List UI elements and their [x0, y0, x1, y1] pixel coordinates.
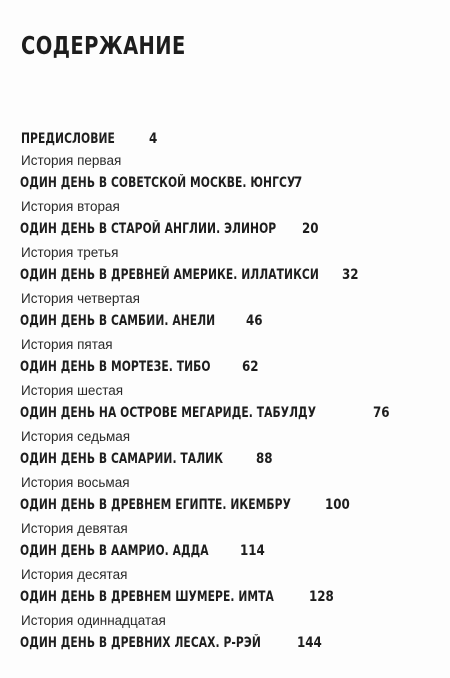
toc-entry-heading: ОДИН ДЕНЬ В СТАРОЙ АНГЛИИ. ЭЛИНОР — [20, 221, 277, 237]
toc-entry-heading: ОДИН ДЕНЬ НА ОСТРОВЕ МЕГАРИДЕ. ТАБУЛДУ — [20, 405, 317, 421]
table-of-contents — [21, 128, 441, 656]
toc-entry-page: 144 — [297, 635, 322, 651]
toc-entry[interactable] — [21, 151, 441, 196]
toc-entry-heading: ОДИН ДЕНЬ В ДРЕВНИХ ЛЕСАХ. Р-РЭЙ — [20, 635, 261, 651]
toc-entry-page: 128 — [309, 589, 334, 605]
toc-entry-heading: ОДИН ДЕНЬ В ДРЕВНЕМ ЕГИПТЕ. ИКЕМБРУ — [20, 497, 291, 513]
toc-entry-subtitle: История седьмая — [21, 429, 131, 444]
toc-entry-page: 100 — [325, 497, 350, 513]
page-title: СОДЕРЖАНИЕ — [21, 31, 186, 60]
toc-entry[interactable] — [21, 243, 441, 288]
toc-entry-page: 46 — [246, 313, 263, 329]
toc-entry[interactable] — [21, 519, 441, 564]
toc-entry-heading: ОДИН ДЕНЬ В ДРЕВНЕЙ АМЕРИКЕ. ИЛЛАТИКСИ — [20, 267, 319, 283]
toc-entry-subtitle: История восьмая — [21, 475, 130, 490]
toc-preface[interactable] — [21, 128, 441, 150]
toc-entry[interactable] — [21, 427, 441, 472]
toc-entry-subtitle: История первая — [21, 153, 122, 168]
toc-entry-subtitle: История вторая — [21, 199, 120, 214]
toc-entry[interactable] — [21, 473, 441, 518]
toc-entry[interactable] — [21, 289, 441, 334]
toc-preface-page: 4 — [149, 131, 158, 147]
toc-entry-heading: ОДИН ДЕНЬ В МОРТЕЗЕ. ТИБО — [20, 359, 211, 375]
toc-entry-heading: ОДИН ДЕНЬ В ААМРИО. АДДА — [20, 543, 209, 559]
toc-preface-label: ПРЕДИСЛОВИЕ — [21, 131, 115, 147]
toc-entry-page: 32 — [342, 267, 359, 283]
toc-entry-heading: ОДИН ДЕНЬ В САМБИИ. АНЕЛИ — [20, 313, 216, 329]
toc-entry-page: 62 — [242, 359, 259, 375]
toc-entry[interactable] — [21, 197, 441, 242]
toc-entry-page: 88 — [256, 451, 273, 467]
toc-entry-subtitle: История пятая — [21, 337, 113, 352]
toc-entry-page: 7 — [294, 175, 303, 191]
toc-entry-heading: ОДИН ДЕНЬ В ДРЕВНЕМ ШУМЕРЕ. ИМТА — [20, 589, 274, 605]
toc-entry-subtitle: История третья — [21, 245, 119, 260]
toc-entry-heading: ОДИН ДЕНЬ В САМАРИИ. ТАЛИК — [20, 451, 224, 467]
toc-entry-subtitle: История девятая — [21, 521, 128, 536]
toc-entry[interactable] — [21, 611, 441, 656]
toc-entry-heading: ОДИН ДЕНЬ В СОВЕТСКОЙ МОСКВЕ. ЮНГСУ — [20, 175, 296, 191]
toc-entry-subtitle: История десятая — [21, 567, 128, 582]
toc-entry[interactable] — [21, 335, 441, 380]
toc-entry[interactable] — [21, 381, 441, 426]
toc-entry-subtitle: История одиннадцатая — [21, 613, 166, 628]
toc-entry[interactable] — [21, 565, 441, 610]
toc-entry-subtitle: История четвертая — [21, 291, 140, 306]
toc-entry-page: 20 — [302, 221, 319, 237]
toc-entry-page: 114 — [240, 543, 265, 559]
toc-entry-subtitle: История шестая — [21, 383, 124, 398]
toc-entry-page: 76 — [373, 405, 390, 421]
